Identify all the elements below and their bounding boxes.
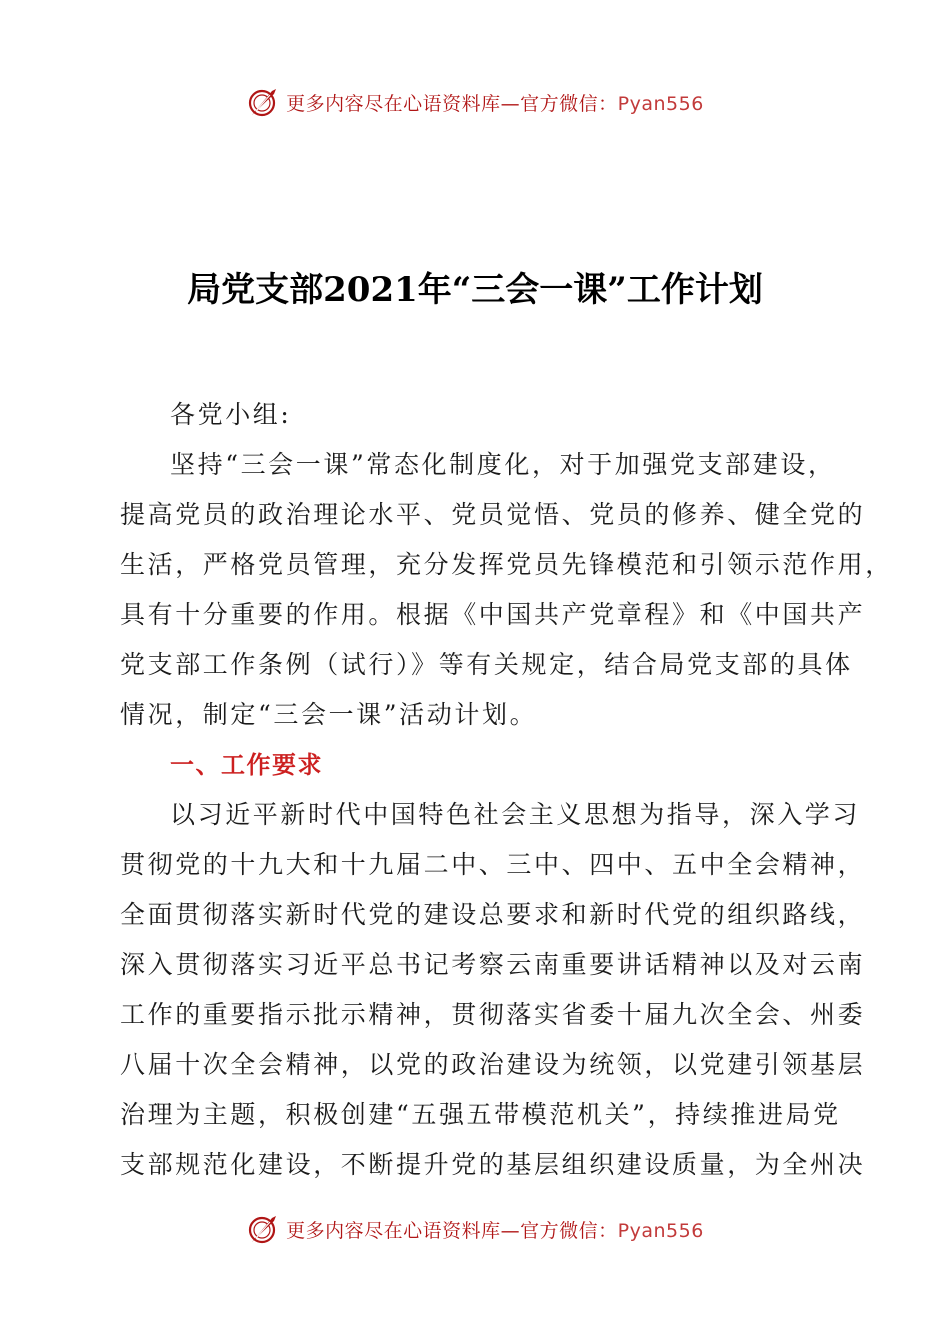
salutation: 各党小组: [170,400,292,429]
paragraph-line: 坚持“三会一课”常态化制度化，对于加强党支部建设， [170,450,836,479]
quill-pen-logo-icon [246,1212,280,1246]
section-heading: 一、工作要求 [170,751,323,779]
watermark-contact: Pyan556 [617,1219,704,1242]
watermark-banner-bottom [0,1209,950,1249]
paragraph-line: 支部规范化建设，不断提升党的基层组织建设质量，为全州决 [120,1150,866,1179]
watermark-banner-top [0,82,950,122]
paragraph-line: 治理为主题，积极创建“五强五带模范机关”，持续推进局党 [120,1100,841,1129]
document-title: 局党支部2021年“三会一课”工作计划 [187,270,763,310]
paragraph-line: 党支部工作条例（试行）》等有关规定，结合局党支部的具体 [120,650,853,679]
watermark-text: 更多内容尽在心语资料库—官方微信：Pyan556 [286,1219,704,1242]
document-body [120,390,893,1190]
watermark-contact: Pyan556 [617,92,704,115]
paragraph-line: 具有十分重要的作用。根据《中国共产党章程》和《中国共产 [120,600,866,629]
paragraph-line: 提高党员的政治理论水平、党员觉悟、党员的修养、健全党的 [120,500,866,529]
paragraph-line: 深入贯彻落实习近平总书记考察云南重要讲话精神以及对云南 [120,950,866,979]
quill-pen-logo-icon [246,85,280,119]
paragraph-line: 以习近平新时代中国特色社会主义思想为指导，深入学习 [170,800,861,829]
watermark-text: 更多内容尽在心语资料库—官方微信：Pyan556 [286,92,704,115]
paragraph-line: 全面贯彻落实新时代党的建设总要求和新时代党的组织路线， [120,900,866,929]
paragraph-line: 工作的重要指示批示精神，贯彻落实省委十届九次全会、州委 [120,1000,866,1029]
paragraph-line: 生活，严格党员管理，充分发挥党员先锋模范和引领示范作用， [120,550,893,579]
paragraph-line: 贯彻党的十九大和十九届二中、三中、四中、五中全会精神， [120,850,866,879]
paragraph-line: 情况，制定“三会一课”活动计划。 [120,700,538,729]
paragraph-line: 八届十次全会精神，以党的政治建设为统领，以党建引领基层 [120,1050,866,1079]
